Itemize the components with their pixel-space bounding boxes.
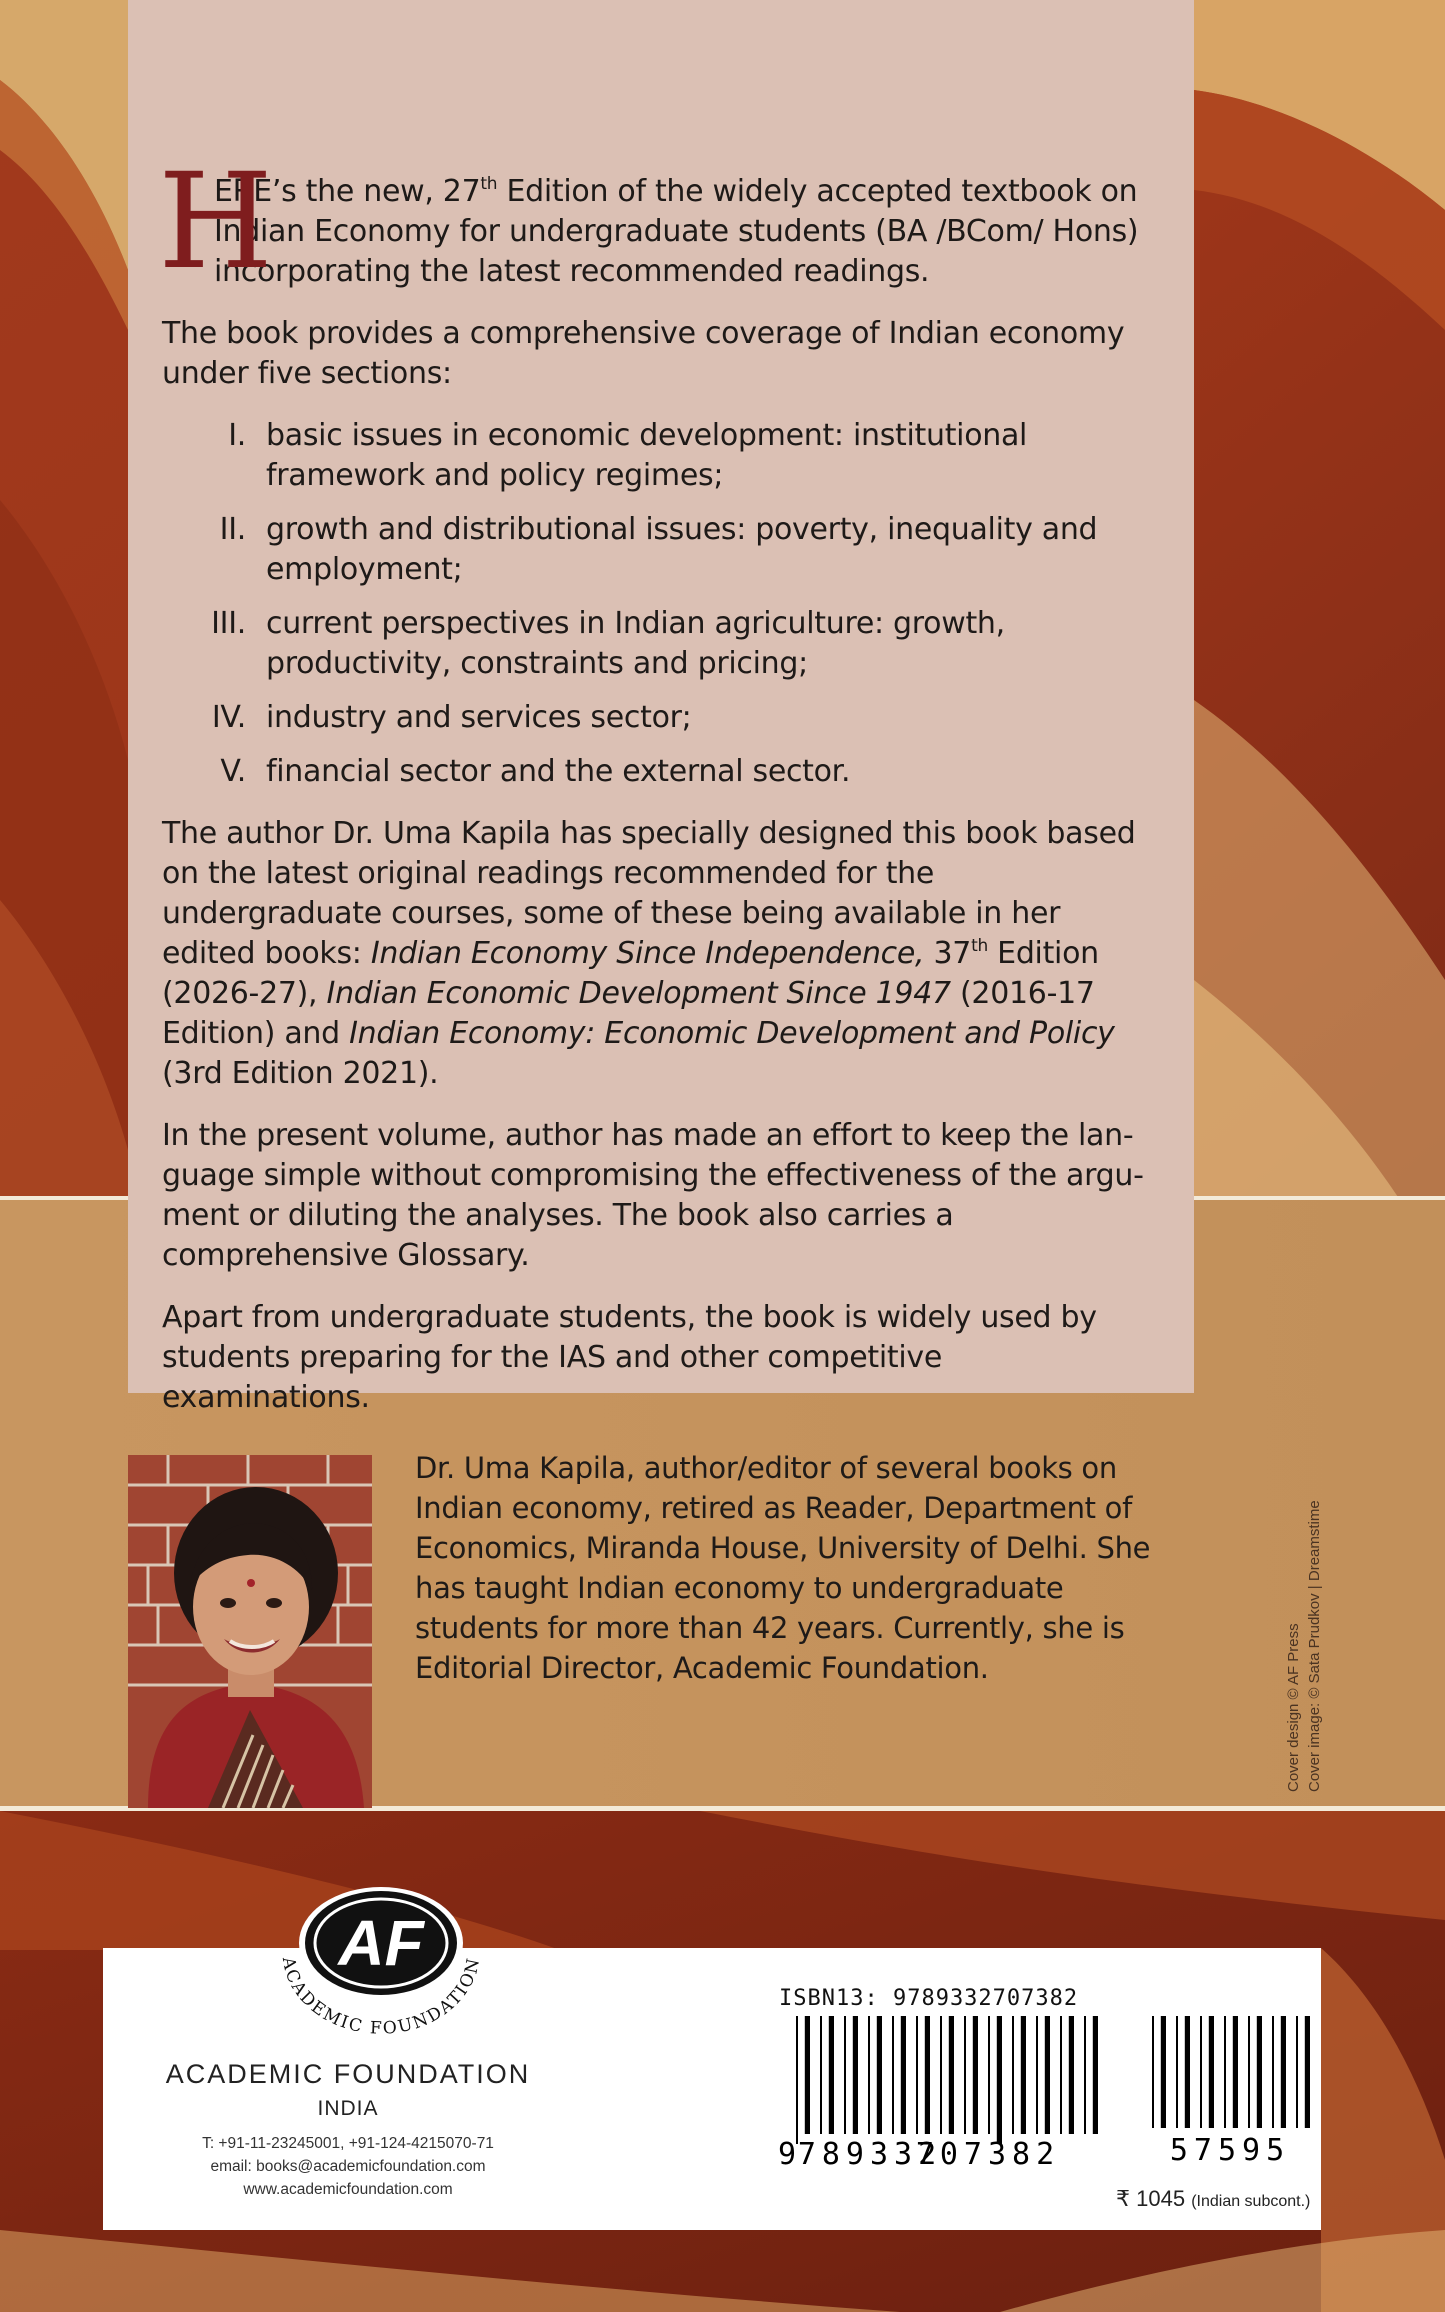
list-text: growth and distributional issues: poverty, inequality and employment; — [266, 512, 1098, 587]
list-text: industry and services sector; — [266, 700, 692, 735]
list-numeral: II. — [219, 512, 246, 547]
drop-cap: H — [158, 145, 273, 299]
image-credit: Cover image: © Sata Prudkov | Dreamstime — [1306, 1500, 1323, 1792]
para-text: The author Dr. Uma Kapila has specially designed this book based on the latest original readings recommended for the undergraduate courses, some of these being available in her edited books: — [162, 816, 1136, 971]
coverage-intro: The book provides a comprehensive coverage of Indian economy under five sections: — [162, 316, 1125, 391]
list-numeral: III. — [211, 606, 246, 641]
language-paragraph: In the present volume, author has made an effort to keep the language simple without compromising the effectiveness of the argument or diluting the analyses. The book also carries a comprehensive Glossary. — [162, 1118, 1144, 1273]
blurb-panel — [128, 0, 1194, 1415]
lead-paragraph — [158, 145, 1154, 299]
price-amount: ₹ 1045 — [1116, 2186, 1186, 2211]
audience-paragraph: Apart from undergraduate students, the book is widely used by students preparing for the IAS and other competitive examinations. — [162, 1300, 1097, 1415]
barcode-right-digits: 707382 — [915, 2137, 1061, 2172]
publisher-website: www.academicfoundation.com — [243, 2181, 453, 2198]
list-text: current perspectives in Indian agriculture: growth, productivity, constraints and pricing; — [266, 606, 1005, 681]
edition-sup: th — [971, 936, 988, 956]
barcode-first-digit: 9 — [778, 2137, 797, 2172]
para-text: (3rd Edition 2021). — [162, 1056, 439, 1091]
logo-arc-text: ACADEMIC FOUNDATION — [277, 1955, 485, 2039]
isbn-label: ISBN13: 9789332707382 — [779, 1986, 1079, 2011]
list-item — [162, 604, 1154, 684]
author-design-paragraph — [162, 814, 1154, 1094]
list-text: basic issues in economic development: institutional framework and policy regimes; — [266, 418, 1028, 493]
lead-text-2: Edition of the widely accepted textbook on Indian Economy for undergraduate students (BA /BCom/ Hons) incorporating the latest recommended readings. — [214, 174, 1139, 289]
academic-foundation-logo-icon — [266, 1885, 496, 2045]
book-title: Indian Economy: Economic Development and Policy — [349, 1016, 1115, 1051]
publisher-country: INDIA — [317, 2097, 379, 2120]
list-item — [162, 752, 1154, 792]
sections-list — [162, 416, 1154, 792]
list-numeral: I. — [228, 418, 246, 453]
price-note: (Indian subcont.) — [1191, 2193, 1311, 2210]
design-credit: Cover design © AF Press — [1285, 1623, 1302, 1792]
list-text: financial sector and the external sector. — [266, 754, 851, 789]
author-portrait-icon — [128, 1455, 372, 1808]
isbn-barcode-icon — [770, 2016, 1310, 2176]
book-title: Indian Economy Since Independence, — [370, 936, 925, 971]
list-numeral: V. — [220, 754, 246, 789]
logo-monogram: AF — [338, 1907, 424, 1979]
author-bio: Dr. Uma Kapila, author/editor of several books on Indian economy, retired as Reader, Department of Economics, Miranda House, University of Delhi. She has taught Indian economy to undergraduate students for more than 42 years. Currently, she is Editorial Director, Academic Foundation. — [415, 1451, 1151, 1685]
para-text: Edition (2026-27), — [162, 936, 1099, 1011]
cover-credits — [1283, 1462, 1325, 1792]
list-item — [162, 416, 1154, 496]
price — [1116, 2186, 1310, 2212]
lead-sup: th — [480, 174, 498, 194]
publisher-phone: T: +91-11-23245001, +91-124-4215070-71 — [202, 2135, 494, 2152]
list-item — [162, 698, 1154, 738]
publisher-email: email: books@academicfoundation.com — [210, 2158, 486, 2175]
para-text: (2016-17 Edition) and — [162, 976, 1095, 1051]
book-title: Indian Economic Development Since 1947 — [326, 976, 951, 1011]
barcode-addon-digits: 57595 — [1169, 2133, 1291, 2168]
lead-text-1: ERE’s the new, 27 — [214, 174, 481, 209]
list-item — [162, 510, 1154, 590]
list-numeral: IV. — [211, 700, 246, 735]
barcode-left-digits: 789332 — [797, 2137, 943, 2172]
publisher-contact — [103, 2132, 593, 2201]
publisher-name: ACADEMIC FOUNDATION — [165, 2059, 531, 2089]
para-text: 37 — [924, 936, 972, 971]
